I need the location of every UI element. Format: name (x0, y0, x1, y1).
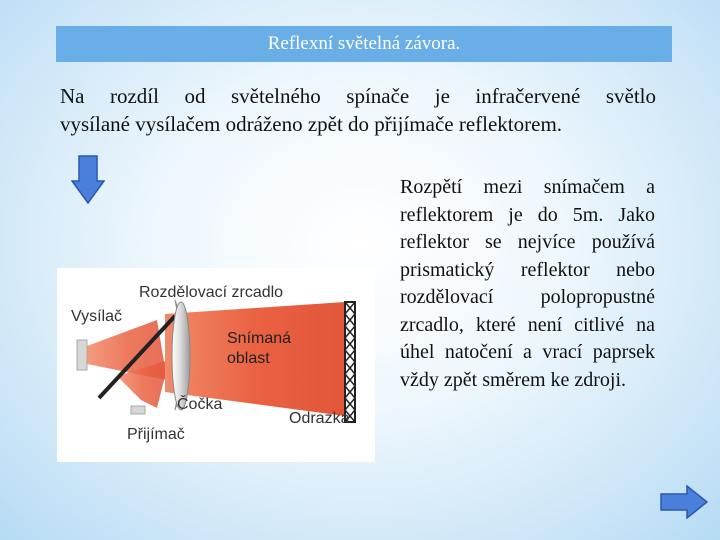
receiver-body (131, 406, 145, 414)
next-slide-arrow-icon[interactable] (660, 485, 708, 519)
slide-title-bar (56, 26, 672, 62)
transmitter-housing (77, 340, 87, 370)
down-arrow-icon[interactable] (71, 155, 105, 205)
intro-line-2: vysílané vysílačem odráženo zpět do přijímače reflektorem. (60, 112, 563, 136)
reflex-barrier-diagram (57, 268, 375, 462)
label-zone-line2: oblast (227, 350, 270, 367)
label-lens: Čočka (177, 396, 223, 413)
label-transmitter: Vysílač (71, 308, 122, 325)
label-receiver: Přijímač (127, 426, 185, 443)
label-zone-line1: Snímaná (227, 330, 292, 347)
label-splitter: Rozdělovací zrcadlo (139, 284, 284, 301)
slide-title: Reflexní světelná závora. (267, 33, 461, 54)
side-paragraph: Rozpětí mezi snímačem a reflektorem je do 5m. Jako reflektor se nejvíce používá prismatický reflektor nebo rozdělovací polopropustné zrcadlo, které není citlivé na úhel natočení a vrací paprsek vždy zpět směrem ke zdroji. (400, 176, 655, 391)
label-reflector: Odrazka (289, 410, 350, 427)
intro-line-1: Na rozdíl od světelného spínače je infračervené světlo (60, 84, 656, 108)
intro-paragraph (60, 82, 656, 138)
